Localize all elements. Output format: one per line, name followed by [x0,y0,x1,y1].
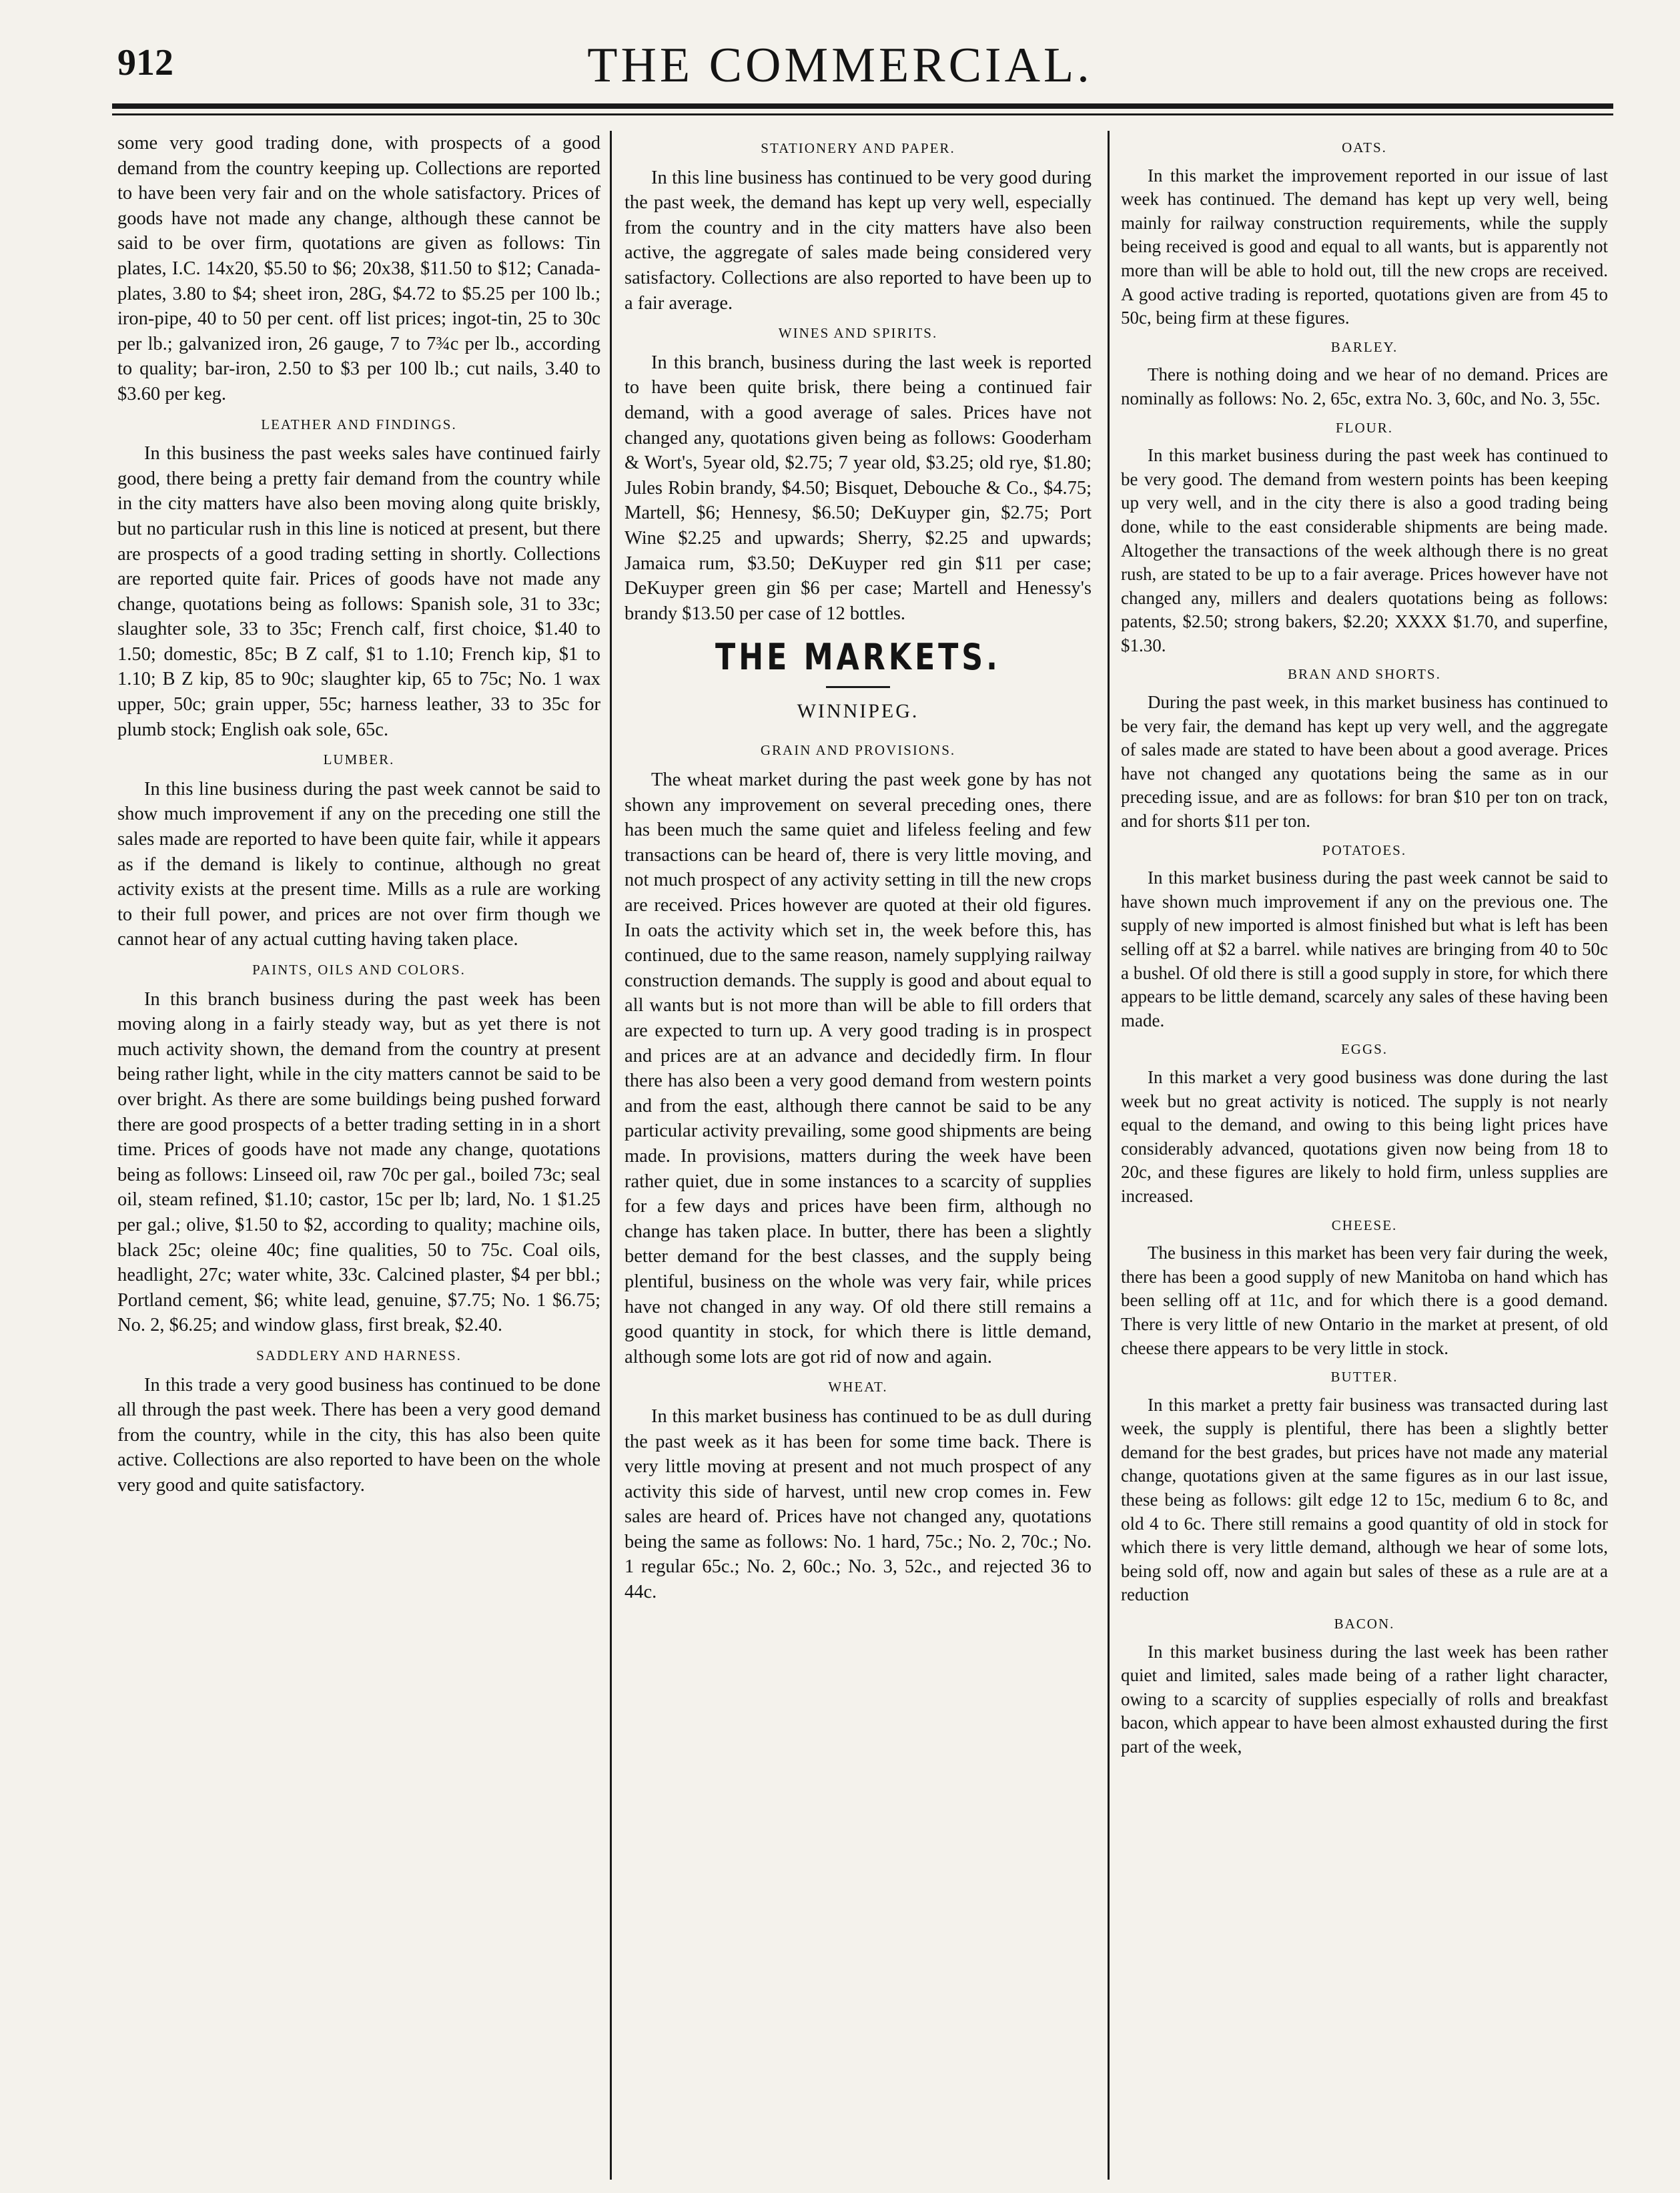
potatoes-heading: POTATOES. [1322,842,1407,858]
bacon-heading: BACON. [1334,1616,1395,1632]
potatoes-text: In this market business during the past week cannot be said to have shown much improvement if any on the previous one. The supply of new imported is almost finished but what is left has been selling off at $2 a barrel. while natives are bringing from 40 to 50c a bushel. Of old there is still a good supply in store, for which there appears to be little demand, scarcely any sales of these having been made. [1121,868,1608,1030]
city-heading: WINNIPEG. [797,699,919,722]
oats-text: In this market the improvement reported in our issue of last week has continued. The demand has kept up very well, being mainly for railway construction requirements, while the supply being received is good and equal to all wants, but is apparently not more than will be able to hold out, till the new crops are received. A good active trading is reported, quotations given are from 45 to 50c, being firm at these figures. [1121,165,1608,328]
butter-heading: BUTTER. [1330,1369,1398,1385]
column-right [1121,131,1608,2173]
leather-text: In this business the past weeks sales have continued fairly good, there being a pretty fair demand from the country while in the city matters have also been moving along quite briskly, but no particular rush in this line is noticed at present, but there are prospects of a good trading setting in shortly. Collections are reported quite fair. Prices of goods have not made any change, quotations being as follows: Spanish sole, 31 to 33c; slaughter sole, 33 to 35c; French calf, first choice, $1.40 to 1.50; domestic, 85c; B Z calf, $1 to 1.10; French kip, $1 to 1.10; B Z kip, 85 to 90c; slaughter kip, 65 to 75c; No. 1 wax upper, 50c; grain upper, 55c; harness leather, 33 to 35c for plumb stock; English oak sole, 65c. [117,443,600,740]
grain-heading: GRAIN AND PROVISIONS. [760,742,956,759]
flour-heading: FLOUR. [1335,419,1394,436]
lumber-heading: LUMBER. [323,751,395,768]
eggs-heading: EGGS. [1340,1041,1388,1058]
column-left [117,131,600,2173]
wheat-heading: WHEAT. [828,1379,888,1395]
bacon-text: In this market business during the last week has been rather quiet and limited, sales made being of a rather light character, owing to a scarcity of supplies especially of rolls and breakfast bacon, which appear to have been almost exhausted during the first part of the week, [1121,1641,1608,1757]
barley-text: There is nothing doing and we hear of no demand. Prices are nominally as follows: No. 2, 65c, extra No. 3, 60c, and No. 3, 55c. [1121,364,1608,408]
markets-heading: THE MARKETS. [715,636,1001,679]
hardware-continued-text: some very good trading done, with prospects of a good demand from the country keeping up. Collections are reported to have been very fair and on the whole satisfactory. Prices of goods have not made any change, although these cannot be said to be over firm, quotations are given as follows: Tin plates, I.C. 14x20, $5.50 to $6; 20x38, $11.50 to $12; Canada-plates, 3.80 to $4; sheet iron, 28G, $4.72 to $5.25 per 100 lb.; iron-pipe, 40 to 50 per cent. off list prices; ingot-tin, 25 to 30c per lb.; galvanized iron, 26 gauge, 7 to 7¾c per lb., according to quality; bar-iron, 2.50 to $3 per 100 lb.; cut nails, 3.40 to $3.60 per keg. [117,133,600,404]
lumber-text: In this line business during the past week cannot be said to show much improvement if any on the preceding one still the sales made are reported to have been quite fair, while it appears as if the demand is likely to continue, although no great activity exists at the present time. Mills as a rule are working to their full power, and prices are not over firm though we cannot hear of any actual cutting having taken place. [117,778,600,950]
masthead-rule-thin [112,113,1613,115]
barley-heading: BARLEY. [1330,338,1398,355]
markets-section-header [624,636,1092,723]
oats-heading: OATS. [1342,139,1387,155]
grain-text: The wheat market during the past week gone by has not shown any improvement on several preceding ones, there has been much the same quiet and lifeless feeling and few transactions can be heard of, there is very little moving, and not much prospect of any activity setting in till the new crops are received. Prices however are quoted at their old figures. In oats the activity which set in, the week before this, has continued, due to the same reason, namely supplying railway construction demands. The supply is good and about equal to all wants but is not more than will be able to fill orders that are expected to turn up. A very good trading is in prospect and prices are at an advance and decidedly firm. In flour there has also been a very good demand from western points and from the east, although there cannot be said to be any particular activity prevailing, some good shipments are being made. In provisions, matters during the week have been rather quiet, due in some instances to a scarcity of supplies for a few days and prices have been firm, although no change has taken place. In butter, there has been a slightly better demand for the best classes, and the supply being plentiful, business on the whole was very fair, while prices have not changed in any way. Of old there still remains a good quantity in stock, for which there is little demand, although some lots are got rid of now and again. [624,769,1092,1367]
wines-heading: WINES AND SPIRITS. [778,325,938,342]
wines-text: In this branch, business during the last week is reported to have been quite brisk, there being a continued fair demand, with a good average of sales. Prices have not changed any, quotations given being as follows: Gooderham & Wort's, 5year old, $2.75; 7 year old, $3.25; old rye, $1.80; Jules Robin brandy, $4.50; Bisquet, Debouche & Co., $4.75; Martell, $6; Hennesy, $6.50; DeKuyper gin, $2.75; Port Wine $2.25 and upwards; Sherry, $2.25 and upwards; Jamaica rum, $3.50; DeKuyper red gin $11 per case; DeKuyper green gin $6 per case; Martell and Henessy's brandy $13.50 per case of 12 bottles. [624,352,1092,624]
saddlery-text: In this trade a very good business has continued to be done all through the past week. There has been a very good demand from the country, while in the city, this has also been quite active. Collections are also reported to have been on the whole very good and quite satisfactory. [117,1374,600,1496]
column-divider-right [1108,131,1110,2180]
cheese-text: The business in this market has been very fair during the week, there has been a good supply of new Manitoba on hand which has been selling off at 11c, and for which there is a good demand. There is very little of new Ontario in the market at present, of old cheese there appears to be very little in stock. [1121,1243,1608,1358]
column-middle [624,131,1092,2173]
stationery-text: In this line business has continued to be very good during the past week, the demand has kept up very well, especially from the country and in the city matters have also been active, the aggregate of sales made being considered very satisfactory. Collections are also reported to have been up to a fair average. [624,167,1092,314]
bran-text: During the past week, in this market business has continued to be very fair, the demand has kept up very well, and the aggregate of sales made are stated to have been about a good average. Prices have not changed any quotations being the same as in our preceding issue, and are as follows: for bran $10 per ton on track, and for shorts $11 per ton. [1121,692,1608,832]
page-number: 912 [117,42,173,83]
butter-text: In this market a pretty fair business was transacted during last week, the supply is plentiful, there has been a slightly better demand for the best grades, but prices have not made any material change, quotations given at the same figures as in our last issue, these being as follows: gilt edge 12 to 15c, medium 6 to 8c, and old 4 to 6c. There still remains a good quantity of old in stock for which there is very little demand, although we hear of some lots, being sold off, now and again but sales of these as a rule are at a reduction [1121,1394,1608,1605]
leather-heading: LEATHER AND FINDINGS. [261,416,457,432]
markets-rule [826,686,890,688]
masthead: THE COMMERCIAL. [587,38,1093,93]
saddlery-heading: SADDLERY AND HARNESS. [256,1347,462,1363]
column-divider-left [610,131,612,2180]
flour-text: In this market business during the past week has continued to be very good. The demand from western points has been keeping up very well, and in the city there is also a good trading being done, while to the east considerable shipments are being made. Altogether the transactions of the week although there is no great rush, are stated to be up to a fair average. Prices however have not changed any, millers and dealers quotations being as follows: patents, $2.50; strong bakers, $2.20; XXXX $1.70, and superfine, $1.30. [1121,445,1608,655]
eggs-text: In this market a very good business was done during the last week but no great activity is noticed. The supply is not nearly equal to the demand, and owing to this being light prices have considerably advanced, quotations given now being from 18 to 20c, and these figures are likely to hold firm, unless supplies are increased. [1121,1066,1608,1206]
wheat-text: In this market business has continued to be as dull during the past week as it has been for some time back. There is very little moving at present and not much prospect of any activity this side of harvest, until new crop comes in. Few sales are heard of. Prices have not changed any, quotations being the same as follows: No. 1 hard, 75c.; No. 2, 70c.; No. 1 regular 65c.; No. 2, 60c.; No. 3, 52c., and rejected 36 to 44c. [624,1405,1092,1603]
cheese-heading: CHEESE. [1331,1217,1398,1233]
bran-heading: BRAN AND SHORTS. [1288,666,1441,683]
masthead-rule-thick [112,103,1613,109]
paints-text: In this branch business during the past week has been moving along in a fairly steady way, but as yet there is not much activity shown, the demand from the country at present being rather light, while in the city matters cannot be said to be over bright. As there are some buildings being pushed forward there are good prospects of a better trading setting in in a short time. Prices of goods have not made any change, quotations being as follows: Linseed oil, raw 70c per gal., boiled 73c; seal oil, steam refined, $1.10; castor, 15c per lb; lard, No. 1 $1.25 per gal.; olive, $1.50 to $2, according to quality; machine oils, black 25c; oleine 40c; fine qualities, 50 to 75c. Coal oils, headlight, 27c; water white, 33c. Calcined plaster, $4 per bbl.; Portland cement, $6; white lead, genuine, $7.75; No. 1 $6.75; No. 2, $6.25; and window glass, first break, $2.40. [117,988,600,1336]
paints-heading: PAINTS, OILS AND COLORS. [252,962,466,978]
stationery-heading: STATIONERY AND PAPER. [761,140,955,156]
